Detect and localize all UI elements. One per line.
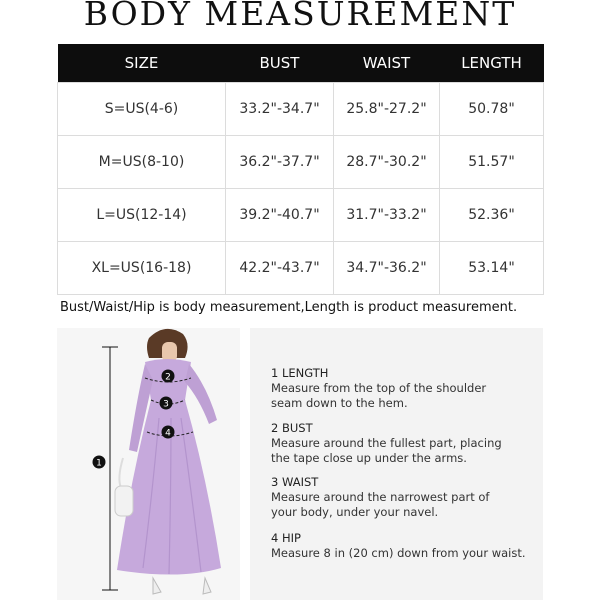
guide-text-line: Measure from the top of the shoulder	[271, 381, 487, 395]
guide-text-line: the tape close up under the arms.	[271, 451, 467, 465]
marker-length	[93, 456, 106, 469]
cell-bust: 39.2"-40.7"	[226, 189, 334, 242]
cell-waist: 28.7"-30.2"	[334, 136, 440, 189]
header-waist: WAIST	[334, 44, 440, 83]
guide-text-line: Measure 8 in (20 cm) down from your waist.	[271, 546, 526, 560]
measurement-note: Bust/Waist/Hip is body measurement,Length is product measurement.	[60, 300, 518, 315]
header-size: SIZE	[58, 44, 226, 83]
cell-waist: 34.7"-36.2"	[334, 242, 440, 295]
left-shoe	[153, 578, 161, 594]
page-title: BODY MEASUREMENT	[83, 0, 517, 33]
face-shape	[162, 342, 177, 362]
right-sleeve	[185, 364, 217, 424]
cell-waist: 25.8"-27.2"	[334, 83, 440, 136]
guide-text-line: your body, under your navel.	[271, 505, 439, 519]
model-dress-illustration	[57, 328, 240, 600]
bag-strap	[119, 458, 123, 488]
marker-bust	[162, 370, 175, 383]
table-row	[58, 242, 544, 295]
cell-length: 50.78"	[440, 83, 544, 136]
guide-entry-bust	[271, 421, 502, 466]
svg-text:3: 3	[163, 399, 169, 410]
right-shoe	[203, 578, 211, 594]
table-row	[58, 189, 544, 242]
cell-length: 53.14"	[440, 242, 544, 295]
model-figure-panel	[57, 328, 240, 600]
cell-bust: 42.2"-43.7"	[226, 242, 334, 295]
cell-bust: 36.2"-37.7"	[226, 136, 334, 189]
table-header-row	[58, 44, 544, 83]
size-chart-table	[57, 44, 544, 295]
guide-text-line: Measure around the fullest part, placing	[271, 436, 502, 450]
cell-length: 52.36"	[440, 189, 544, 242]
cell-size: XL=US(16-18)	[58, 242, 226, 295]
cell-size: S=US(4-6)	[58, 83, 226, 136]
guide-text-line: Measure around the narrowest part of	[271, 490, 490, 504]
guide-heading: 2 BUST	[271, 421, 313, 435]
table-row	[58, 83, 544, 136]
guide-heading: 4 HIP	[271, 531, 301, 545]
cell-bust: 33.2"-34.7"	[226, 83, 334, 136]
svg-text:2: 2	[165, 372, 171, 383]
cell-size: L=US(12-14)	[58, 189, 226, 242]
handbag	[115, 486, 133, 516]
svg-text:1: 1	[96, 458, 102, 469]
header-bust: BUST	[226, 44, 334, 83]
guide-entry-length	[271, 366, 486, 411]
header-length: LENGTH	[440, 44, 544, 83]
guide-entry-hip	[271, 531, 526, 561]
cell-waist: 31.7"-33.2"	[334, 189, 440, 242]
table-row	[58, 136, 544, 189]
guide-entry-waist	[271, 475, 489, 520]
guide-heading: 3 WAIST	[271, 475, 319, 489]
svg-text:4: 4	[165, 428, 171, 439]
guide-text-line: seam down to the hem.	[271, 396, 408, 410]
cell-size: M=US(8-10)	[58, 136, 226, 189]
cell-length: 51.57"	[440, 136, 544, 189]
marker-hip	[162, 426, 175, 439]
marker-waist	[160, 397, 173, 410]
guide-heading: 1 LENGTH	[271, 366, 329, 380]
measurement-guide-panel	[250, 328, 543, 600]
